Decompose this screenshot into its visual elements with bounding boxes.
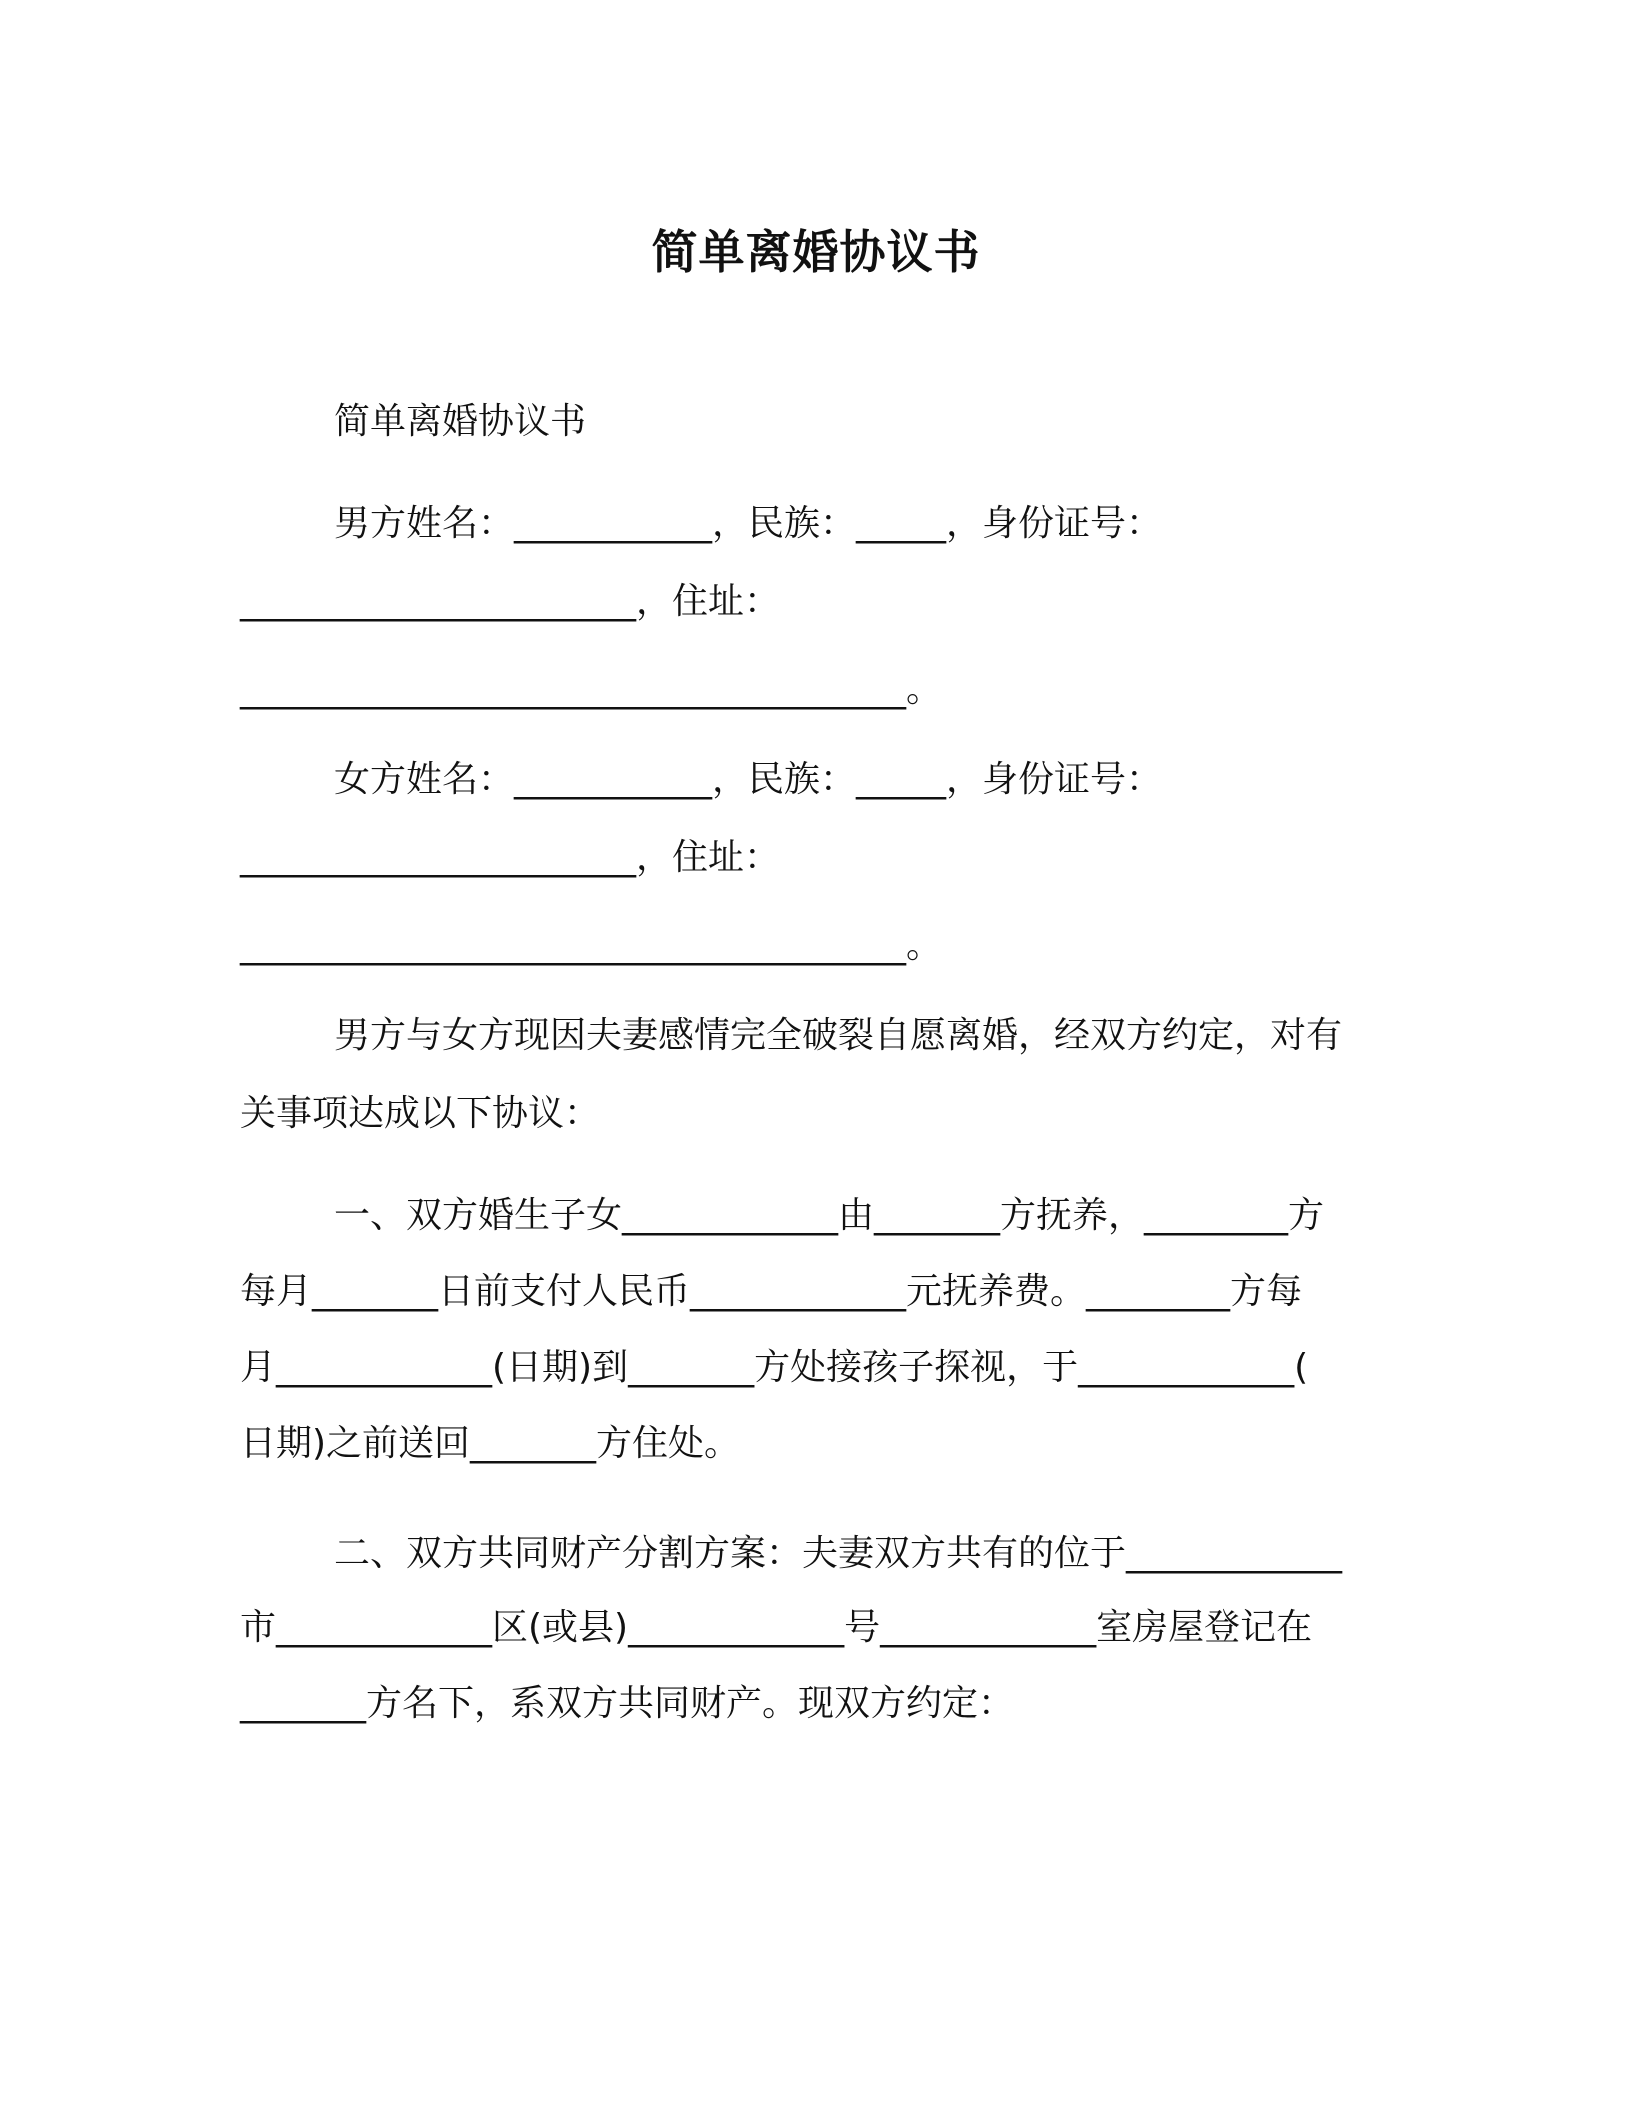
clause-one-line-1: 一、双方婚生子女____________由_______方抚养，________方 xyxy=(334,1195,1325,1236)
female-party-id-line: ______________________，住址： xyxy=(240,837,781,878)
male-party-name-line: 男方姓名：___________，民族：_____，身份证号： xyxy=(334,503,1163,544)
clause-one-line-3: 月____________(日期)到_______方处接孩子探视，于____________( xyxy=(240,1347,1309,1388)
female-party-name-line: 女方姓名：___________，民族：_____，身份证号： xyxy=(334,759,1163,800)
female-party-address-line: _____________________________________。 xyxy=(240,925,942,966)
document-title: 简单离婚协议书 xyxy=(651,225,981,279)
clause-two-line-3: _______方名下，系双方共同财产。现双方约定： xyxy=(240,1683,1015,1724)
intro-paragraph-line-2: 关事项达成以下协议： xyxy=(240,1093,601,1134)
male-party-id-line: ______________________，住址： xyxy=(240,581,781,622)
clause-two-line-2: 市____________区(或县)____________号____________室房屋登记在 xyxy=(240,1607,1313,1648)
male-party-address-line: _____________________________________。 xyxy=(240,669,942,710)
clause-two-line-1: 二、双方共同财产分割方案：夫妻双方共有的位于____________ xyxy=(334,1533,1343,1574)
clause-one-line-2: 每月_______日前支付人民币____________元抚养费。________方每 xyxy=(240,1271,1303,1312)
clause-one-line-4: 日期)之前送回_______方住处。 xyxy=(240,1423,741,1464)
intro-paragraph-line-1: 男方与女方现因夫妻感情完全破裂自愿离婚，经双方约定，对有 xyxy=(334,1015,1343,1056)
subtitle-line: 简单离婚协议书 xyxy=(334,401,587,442)
